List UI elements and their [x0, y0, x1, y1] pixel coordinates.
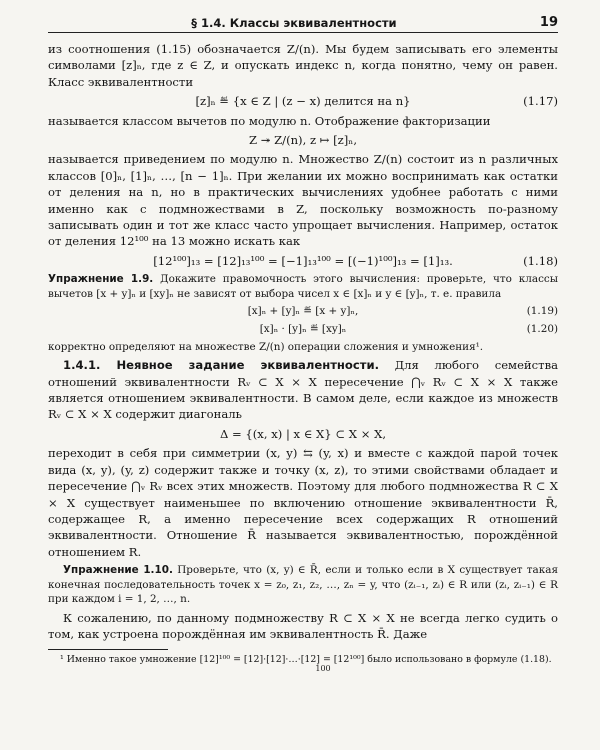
exercise-text: Проверьте, что (x, y) ∈ R̄, если и только если в X существует такая конечная последовательность точек x = z₀, z₁, z₂, …, zₙ = y, что (zᵢ₋₁, zᵢ) ∈ R или (zᵢ, zᵢ₋₁) ∈ R при каждом i = 1, 2, …, n.: [48, 564, 558, 606]
exercise-conclusion: корректно определяют на множестве Z/(n) операции сложения и умножения¹.: [48, 340, 484, 353]
equation-label: (1.19): [526, 305, 558, 318]
paragraph-5: К сожалению, по данному подмножеству R ⊂ X × X не всегда легко судить о том, как устроена порождённая им эквивалентность R̄. Даже: [48, 610, 558, 642]
equation-label: (1.20): [526, 323, 558, 336]
section-title: § 1.4. Классы эквивалентности: [191, 16, 397, 30]
equation-formula: [x]ₙ + [y]ₙ ≝ [x + y]ₙ,: [247, 305, 359, 318]
equation-formula: Δ = {(x, x) | x ∈ X} ⊂ X × X,: [219, 426, 387, 441]
equation-label: (1.18): [523, 253, 558, 268]
footnote: ¹ Именно такое умножение [12]¹⁰⁰ = [12]·[12]·…·[12] = [12¹⁰⁰] было использовано в формуле (1.18).: [60, 653, 552, 665]
paragraph-3: называется приведением по модулю n. Множество Z/(n) состоит из n различных классов [0]ₙ, [1]ₙ, …, [n − 1]ₙ. При желании их можно воспринимать как остатки от деления на n, но в практических вычислениях удобнее работать с ними именно как с подмножествами в Z, поскольку возможность по-разному записывать один и тот же класс часто упрощает вычисления. Например, остаток от деления 12¹⁰⁰ на 13 можно искать как: [48, 152, 558, 249]
underbrace-count: 100: [315, 663, 331, 673]
equation-label: (1.17): [523, 94, 558, 109]
page-number: 19: [539, 15, 558, 30]
subsection-title: 1.4.1. Неявное задание эквивалентности.: [63, 358, 380, 373]
equation-1-17: [48, 93, 558, 109]
equation-formula: [z]ₙ ≝ {x ∈ Z | (z − x) делится на n}: [195, 94, 411, 109]
page-body: [48, 41, 558, 673]
exercise-1-9: [48, 272, 558, 354]
equation-1-20: [48, 322, 558, 337]
subsection-1-4-1: [48, 357, 558, 423]
running-head: [48, 12, 558, 33]
exercise-title: Упражнение 1.10.: [63, 564, 173, 577]
equation-formula: [12¹⁰⁰]₁₃ = [12]₁₃¹⁰⁰ = [−1]₁₃¹⁰⁰ = [(−1)¹⁰⁰]₁₃ = [1]₁₃.: [153, 253, 453, 268]
footnote-rule: [48, 649, 168, 650]
paragraph-4: переходит в себя при симметрии (x, y) ⇆ (y, x) и вместе с каждой парой точек вида (x, y), (y, z) содержит также и точку (x, z), то этими свойствами обладает и пересечение ⋂ᵥ Rᵥ всех этих множеств. Поэтому для любого подмножества R ⊂ X × X существует наименьшее по включению отношение эквивалентности R̄, содержащее R, а именно пересечение всех содержащих R отношений эквивалентности. Отношение R̄ называется эквивалентностью, порождённой отношением R.: [48, 446, 558, 559]
paragraph-2: называется классом вычетов по модулю n. Отображение факторизации: [48, 113, 491, 128]
equation-formula: Z ↠ Z/(n), z ↦ [z]ₙ,: [248, 133, 358, 148]
subsection-text: Для любого семейства отношений эквивалентности Rᵥ ⊂ X × X пересечение ⋂ᵥ Rᵥ ⊂ X × X также является отношением эквивалентности. В самом деле, если каждое из множеств Rᵥ ⊂ X × X содержит диагональ: [48, 358, 559, 422]
equation-1-18: [48, 253, 558, 269]
exercise-1-10: [48, 563, 558, 607]
equation-factor-map: [48, 132, 558, 148]
equation-diagonal: [48, 426, 558, 442]
paragraph-1: из соотношения (1.15) обозначается Z/(n). Мы будем записывать его элементы символами [z]ₙ, где z ∈ Z, и опускать индекс n, когда понятно, чему он равен. Класс эквивалентности: [48, 42, 558, 89]
exercise-text: Докажите правомочность этого вычисления: проверьте, что классы вычетов [x + y]ₙ и [xy]ₙ не зависят от выбора чисел x ∈ [x]ₙ и y ∈ [y]ₙ, т. е. правила: [48, 273, 558, 300]
equation-1-19: [48, 304, 558, 319]
equation-formula: [x]ₙ · [y]ₙ ≝ [xy]ₙ: [259, 323, 347, 336]
exercise-title: Упражнение 1.9.: [48, 273, 154, 286]
